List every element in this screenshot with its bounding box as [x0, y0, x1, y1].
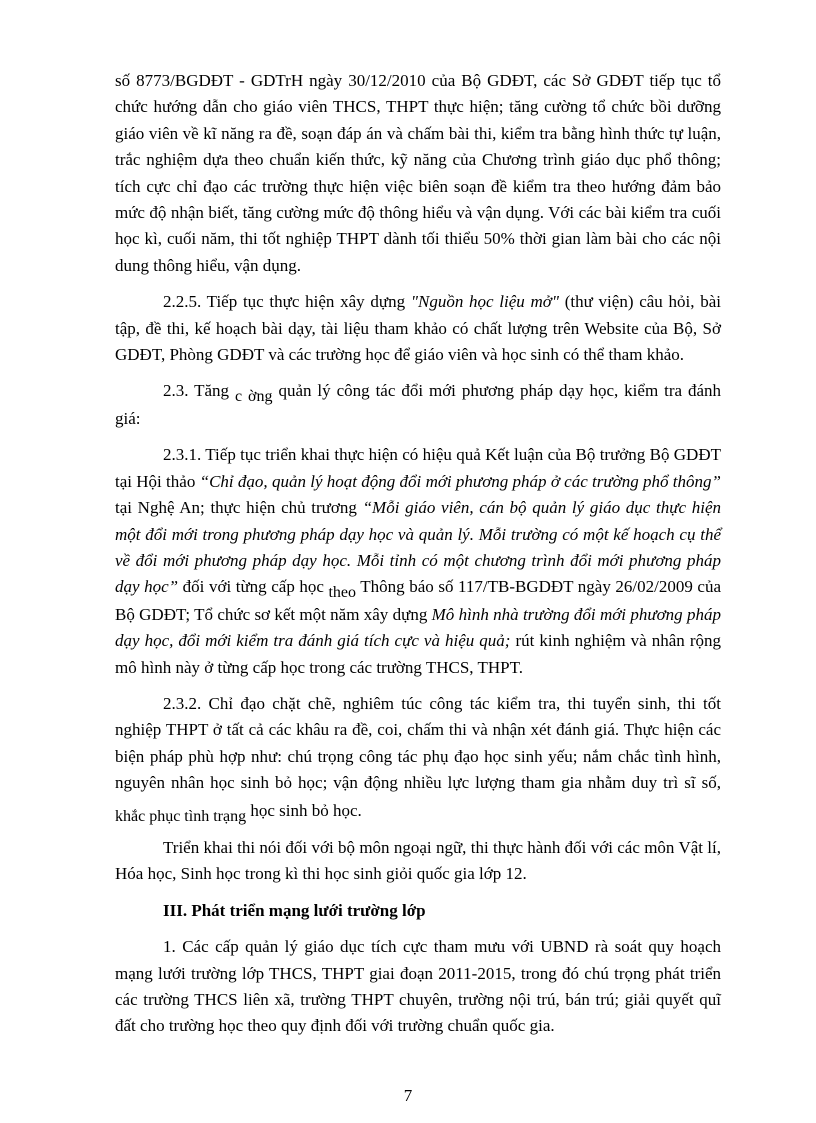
- p5-text-c: học sinh bỏ học.: [246, 800, 362, 820]
- p3-subscript-ong: ờng: [248, 388, 273, 406]
- p3-text-a: 2.3. Tăng: [163, 381, 230, 401]
- p2-text-a: 2.2.5. Tiếp tục thực hiện xây dựng: [163, 292, 411, 312]
- p5-text-a: 2.3.2. Chỉ đạo chặt chẽ, nghiêm túc công tác kiểm tra, thi tuyển sinh, thi tốt nghiệp THPT ở tất cả các khâu ra đề, coi, chấm thi và nhận xét đánh giá. Thực hiện các biện pháp phù hợp như: chú trọng công tác phụ đạo học sinh yếu; nắm chắc tình hình, nguyên nhân học sinh bỏ học; vận động nhiều lực lượng tham gia nhằm duy trì sĩ số,: [115, 693, 721, 793]
- paragraph-2-3-1: [115, 442, 721, 681]
- paragraph-1: số 8773/BGDĐT - GDTrH ngày 30/12/2010 của Bộ GDĐT, các Sở GDĐT tiếp tục tổ chức hướng dẫn cho giáo viên THCS, THPT thực hiện; tăng cường tổ chức bồi dưỡng giáo viên về kĩ năng ra đề, soạn đáp án và chấm bài thi, kiểm tra bằng hình thức tự luận, trắc nghiệm dựa theo chuẩn kiến thức, kỹ năng của Chương trình giáo dục phổ thông; tích cực chỉ đạo các trường thực hiện việc biên soạn đề kiểm tra theo hướng đảm bảo mức độ nhận biết, tăng cường mức độ thông hiểu và vận dụng. Với các bài kiểm tra cuối học kì, cuối năm, thi tốt nghiệp THPT dành tối thiểu 50% thời gian làm bài cho các nội dung thông hiểu, vận dụng.: [115, 71, 721, 275]
- section-heading-iii: III. Phát triển mạng lưới trường lớp: [163, 900, 426, 920]
- paragraph-2-3: [115, 378, 721, 432]
- p4-text-e: đối với từng cấp học: [178, 577, 324, 597]
- p4-italic-h: Mô hình nhà trường đổi mới phương pháp dạy học, đổi mới kiểm tra đánh giá tích cực và hiệu quả;: [115, 604, 721, 651]
- p4-italic-b: “Chỉ đạo, quản lý hoạt động đổi mới phương pháp ở các trường phổ thông”: [199, 471, 721, 491]
- p2-italic-title: "Nguồn học liệu mở": [410, 292, 560, 312]
- paragraph-2-3-2: [115, 691, 721, 825]
- p4-text-c: tại Nghệ An; thực hiện chủ trương: [115, 498, 363, 518]
- p4-subscript-theo: theo: [328, 584, 357, 602]
- paragraph-iii-1: 1. Các cấp quản lý giáo dục tích cực tham mưu với UBND rà soát quy hoạch mạng lưới trường lớp THCS, THPT giai đoạn 2011-2015, trong đó chú trọng phát triển các trường THCS liên xã, trường THPT chuyên, trường nội trú, bán trú; giải quyết quĩ đất cho trường học theo quy định đối với trường chuẩn quốc gia.: [115, 937, 721, 1036]
- p3-text-d: quản lý công tác đổi mới phương pháp dạy học, kiểm tra đánh giá:: [115, 381, 722, 428]
- p2-text-c: (thư viện) câu hỏi, bài tập, đề thi, kế hoạch bài dạy, tài liệu tham khảo có chất lượng trên Website của Bộ, Sở GDĐT, Phòng GDĐT và các trường học để giáo viên và học sinh có thể tham khảo.: [115, 292, 721, 365]
- p3-subscript-c: c: [235, 388, 243, 406]
- page-number: 7: [403, 1086, 413, 1105]
- page-content: [115, 68, 721, 1040]
- p4-italic-d: “Mỗi giáo viên, cán bộ quản lý giáo dục thực hiện một đổi mới trong phương pháp dạy học và quản lý. Mỗi trường có một kế hoạch cụ thể về đổi mới phương pháp dạy học. Mỗi tỉnh có một chương trình đổi mới phương pháp dạy học”: [115, 498, 721, 597]
- p4-text-i: rút kinh nghiệm và nhân rộng mô hình này ở từng cấp học trong các trường THCS, THPT.: [115, 631, 721, 677]
- p4-text-a: 2.3.1. Tiếp tục triển khai thực hiện có hiệu quả Kết luận của Bộ trưởng Bộ GDĐT tại Hội thảo: [115, 445, 721, 491]
- p5-lowered-b: khắc phục tình trạng: [115, 807, 247, 825]
- p4-text-g: Thông báo số 117/TB-BGDĐT ngày 26/02/2009 của Bộ GDĐT; Tổ chức sơ kết một năm xây dựng: [115, 577, 721, 624]
- paragraph-thi-noi: Triển khai thi nói đối với bộ môn ngoại ngữ, thi thực hành đối với các môn Vật lí, Hóa học, Sinh học trong kì thi học sinh giỏi quốc gia lớp 12.: [115, 837, 721, 884]
- paragraph-2-2-5: [115, 289, 721, 368]
